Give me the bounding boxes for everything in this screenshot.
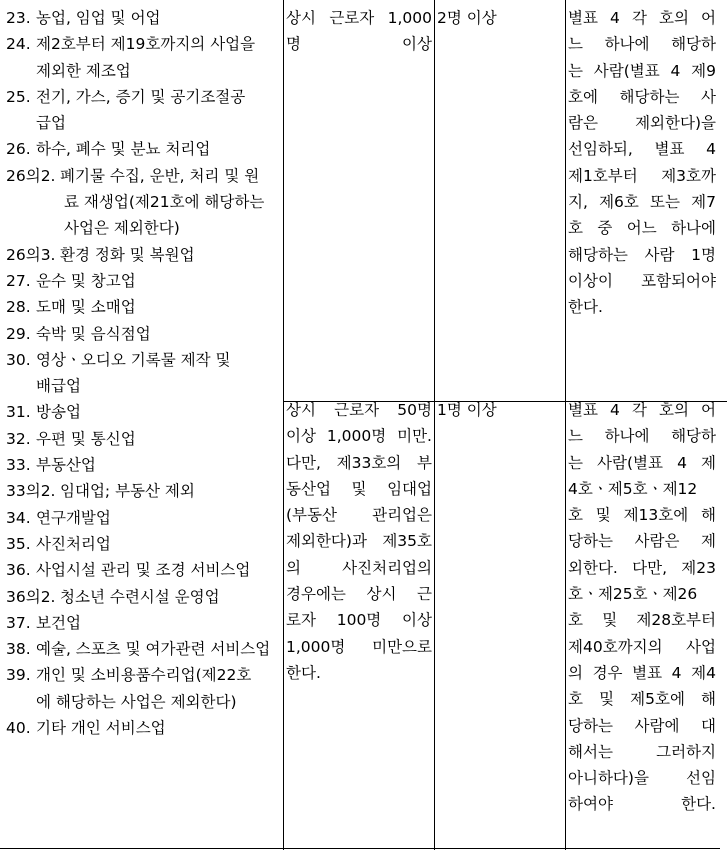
scale-text-line: (부동산 관리업은	[286, 506, 432, 525]
industry-number: 24.	[6, 35, 31, 54]
column-divider-2	[434, 0, 435, 850]
qualification-text-line: 는 사람(별표 4 제9	[568, 61, 716, 80]
industry-text-line: 연구개발업	[36, 508, 111, 527]
industry-text-line: 부동산업	[36, 456, 96, 475]
scale-text-line: 의 사진처리업의	[286, 558, 432, 577]
industry-number: 38.	[6, 640, 31, 659]
industry-number: 28.	[6, 298, 31, 317]
industry-text-line: 도매 및 소매업	[36, 298, 136, 317]
qualification-text-line: 하여야 한다.	[568, 795, 716, 814]
qualification-text-line: 당하는 사람에 대	[568, 716, 716, 735]
qualification-text-line: 람은 제외한다)을	[568, 114, 716, 133]
industry-item	[6, 294, 282, 320]
qualification-text-line: 느 하나에 해당하	[568, 35, 716, 54]
row2-scale-cell	[286, 397, 432, 686]
industry-number: 33의2.	[6, 482, 56, 501]
industry-text-line: 환경 정화 및 복원업	[60, 245, 195, 264]
industry-item	[6, 242, 282, 268]
qualification-text-line: 해당하는 사람 1명	[568, 245, 716, 264]
column-divider-1	[283, 0, 284, 850]
industry-number: 31.	[6, 403, 31, 422]
industry-text-line: 예술, 스포츠 및 여가관련 서비스업	[36, 640, 271, 659]
industry-text-line: 전기, 가스, 증기 및 공기조절공	[36, 87, 246, 106]
industry-item	[6, 426, 282, 452]
industry-text-line: 청소년 수련시설 운영업	[60, 587, 220, 606]
qualification-text-line: 호 및 제28호부터	[568, 611, 716, 630]
industry-text-line: 료 재생업(제21호에 해당하는	[64, 193, 265, 212]
row1-count: 2명 이상	[437, 9, 497, 27]
scale-text-line: 상시 근로자 1,000	[286, 9, 432, 27]
qualification-text-line: 외한다. 다만, 제23	[568, 558, 716, 577]
industry-item	[6, 505, 282, 531]
industry-number: 39.	[6, 666, 31, 685]
industry-number: 33.	[6, 456, 31, 475]
qualification-text-line: 4호ㆍ제5호ㆍ제12	[568, 479, 698, 498]
industry-number: 27.	[6, 271, 31, 290]
industry-number: 26의3.	[6, 245, 56, 264]
row2-count: 1명 이상	[437, 401, 497, 419]
industry-item	[6, 715, 282, 741]
industry-number: 23.	[6, 9, 31, 27]
qualification-text-line: 호 및 제5호에 해	[568, 690, 716, 709]
row2-count-cell	[437, 397, 563, 423]
industry-item	[6, 478, 282, 504]
column-divider-3	[565, 0, 566, 850]
industry-item	[6, 584, 282, 610]
qualification-text-line: 별표 4 각 호의 어	[568, 9, 716, 27]
industry-text-line: 급업	[36, 114, 66, 133]
qualification-text-line: 이상이 포함되어야	[568, 271, 716, 290]
qualification-text-line: 는 사람(별표 4 제	[568, 453, 716, 472]
industry-number: 35.	[6, 534, 31, 553]
industry-item	[6, 531, 282, 557]
industry-number: 26.	[6, 140, 31, 159]
qualification-text-line: 해서는 그러하지	[568, 742, 716, 761]
industry-number: 37.	[6, 613, 31, 632]
industry-text-line: 폐기물 수집, 운반, 처리 및 원	[60, 166, 260, 185]
industry-item	[6, 347, 282, 400]
industry-item	[6, 163, 282, 242]
industry-item	[6, 321, 282, 347]
industry-item	[6, 557, 282, 583]
qualification-text-line: 제40호까지의 사업	[568, 637, 716, 656]
industry-text-line: 사진처리업	[36, 534, 111, 553]
qualification-text-line: 아니하다)을 선임	[568, 769, 716, 788]
industry-item	[6, 136, 282, 162]
scale-text-line: 로자 100명 이상	[286, 611, 432, 630]
qualification-text-line: 호ㆍ제25호ㆍ제26	[568, 585, 698, 604]
scale-text-line: 경우에는 상시 근	[286, 585, 432, 604]
industry-number: 36의2.	[6, 587, 56, 606]
industry-text-line: 하수, 폐수 및 분뇨 처리업	[36, 140, 211, 159]
qualification-text-line: 지, 제6호 또는 제7	[568, 193, 716, 212]
industry-item	[6, 399, 282, 425]
industry-number: 30.	[6, 350, 31, 369]
industry-list	[6, 5, 282, 741]
scale-text-line: 1,000명 미만으로	[286, 637, 432, 656]
qualification-text-line: 당하는 사람은 제	[568, 532, 716, 551]
industry-item	[6, 5, 282, 31]
scale-text-line: 동산업 및 임대업	[286, 479, 432, 498]
row1-count-cell	[437, 5, 563, 31]
industry-text-line: 에 해당하는 사업은 제외한다)	[36, 692, 237, 711]
scale-text-line: 한다.	[286, 663, 321, 682]
industry-number: 40.	[6, 719, 31, 738]
scale-text-line: 상시 근로자 50명	[286, 401, 432, 419]
qualification-text-line: 의 경우 별표 4 제4	[568, 663, 716, 682]
industry-number: 29.	[6, 324, 31, 343]
row1-scale-cell	[286, 5, 432, 58]
industry-text-line: 기타 개인 서비스업	[36, 719, 166, 738]
industry-number: 34.	[6, 508, 31, 527]
industry-text-line: 임대업; 부동산 제외	[60, 482, 195, 501]
qualification-text-line: 별표 4 각 호의 어	[568, 401, 716, 419]
scale-text-line: 이상 1,000명 미만.	[286, 427, 432, 446]
qualification-text-line: 호 및 제13호에 해	[568, 506, 716, 525]
industry-text-line: 보건업	[36, 613, 81, 632]
industry-text-line: 운수 및 창고업	[36, 271, 136, 290]
industry-item	[6, 31, 282, 84]
qualification-text-line: 호 중 어느 하나에	[568, 219, 716, 238]
scale-text-line: 명 이상	[286, 35, 432, 54]
industry-text-line: 배급업	[36, 377, 81, 396]
industry-text-line: 영상ㆍ오디오 기록물 제작 및	[36, 350, 231, 369]
qualification-text-line: 제1호부터 제3호까	[568, 166, 716, 185]
industry-text-line: 제2호부터 제19호까지의 사업을	[36, 35, 256, 54]
qualification-text-line: 느 하나에 해당하	[568, 427, 716, 446]
table-bottom-border	[0, 848, 720, 849]
industry-text-line: 숙박 및 음식점업	[36, 324, 151, 343]
industry-text-line: 농업, 임업 및 어업	[36, 9, 161, 27]
industry-text-line: 제외한 제조업	[36, 61, 131, 80]
scale-text-line: 제외한다)과 제35호	[286, 532, 432, 551]
row1-qualification-cell	[568, 5, 716, 321]
industry-text-line: 우편 및 통신업	[36, 429, 136, 448]
industry-item	[6, 662, 282, 715]
scale-text-line: 다만, 제33호의 부	[286, 453, 432, 472]
industry-number: 25.	[6, 87, 31, 106]
qualification-text-line: 선임하되, 별표 4	[568, 140, 716, 159]
industry-item	[6, 610, 282, 636]
industry-text-line: 개인 및 소비용품수리업(제22호	[36, 666, 252, 685]
industry-number: 36.	[6, 561, 31, 580]
qualification-text-line: 호에 해당하는 사	[568, 87, 716, 106]
industry-number: 26의2.	[6, 166, 56, 185]
industry-item	[6, 84, 282, 137]
qualification-text-line: 한다.	[568, 298, 603, 317]
industry-text-line: 방송업	[36, 403, 81, 422]
industry-item	[6, 636, 282, 662]
industry-item	[6, 268, 282, 294]
industry-text-line: 사업시설 관리 및 조경 서비스업	[36, 561, 251, 580]
industry-number: 32.	[6, 429, 31, 448]
industry-text-line: 사업은 제외한다)	[64, 219, 180, 238]
industry-item	[6, 452, 282, 478]
row2-qualification-cell	[568, 397, 716, 818]
